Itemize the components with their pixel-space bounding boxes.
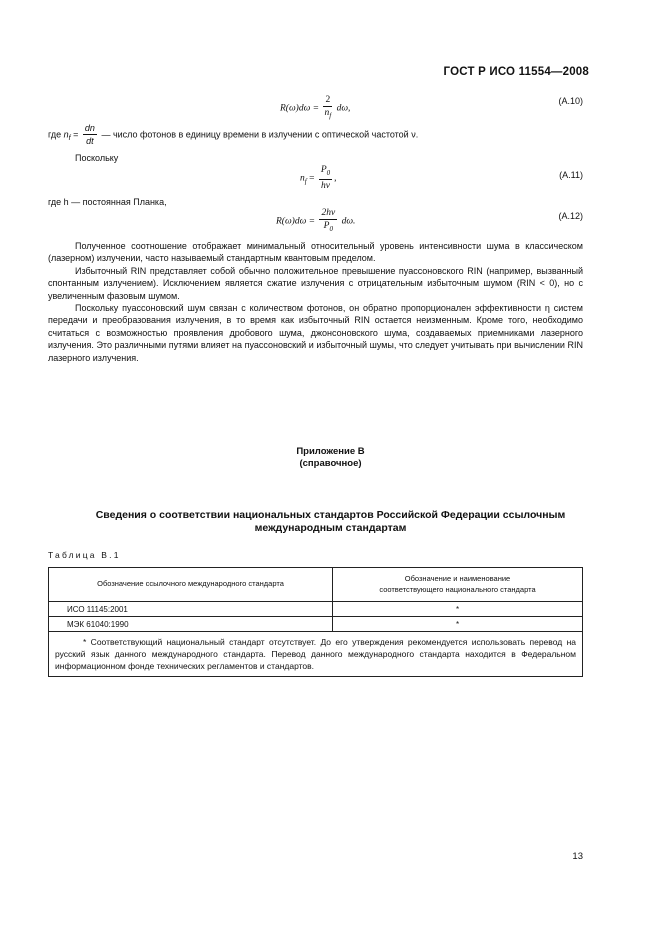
appendix-subtitle: (справочное) bbox=[299, 458, 362, 469]
where-nf-line bbox=[48, 123, 418, 147]
eq-a12-tail: dω. bbox=[341, 216, 356, 227]
eq-a12-number: (А.12) bbox=[558, 211, 583, 221]
eq-a11-n: n bbox=[300, 173, 305, 184]
eq-a12-den-sub: 0 bbox=[329, 224, 333, 233]
table-row bbox=[49, 602, 583, 617]
eq-a10-den-sub: f bbox=[329, 111, 332, 120]
paragraph-1: Полученное соотношение отображает минимальный относительный уровень интенсивности шума в классическом (лазерном) излучении, часто называемый стандартным квантовым пределом. bbox=[48, 241, 583, 264]
table-cell-national: * bbox=[333, 602, 583, 617]
appendix-title: Приложение В bbox=[296, 446, 365, 457]
eq-a11-num-sub: 0 bbox=[326, 168, 331, 177]
where-prefix: где bbox=[48, 129, 62, 140]
table-row bbox=[49, 617, 583, 632]
table-footnote: * Соответствующий национальный стандарт отсутствует. До его утверждения рекомендуется использовать перевод на русский язык данного международного стандарта. Перевод данного международного стандарта находится в Федеральном информационном фонде технических регламентов и стандартов. bbox=[55, 637, 576, 671]
eq-a11-sub: f bbox=[304, 177, 307, 186]
equation-a11 bbox=[300, 165, 337, 192]
table-header-row bbox=[49, 568, 583, 602]
eq-a10-fraction bbox=[323, 95, 332, 122]
equation-a10 bbox=[280, 95, 350, 122]
eq-a11-num: P bbox=[320, 165, 327, 175]
table-cell-intl: МЭК 61040:1990 bbox=[49, 617, 333, 632]
table-footnote-row bbox=[49, 632, 583, 677]
table-header-intl: Обозначение ссылочного международного стандарта bbox=[49, 568, 333, 602]
eq-a11-eq: = bbox=[309, 173, 315, 184]
where-h-text: где h — постоянная Планка, bbox=[48, 197, 167, 207]
eq-a11-fraction bbox=[319, 165, 332, 192]
paragraph-2: Избыточный RIN представляет собой обычно положительное превышение пуассоновского RIN (например, вызванный спонтанным излучением). Исключением является сжатие излучения с отрицательным избыточным шумом (RIN < 0), но с увеличенным фазовым шумом. bbox=[48, 265, 583, 301]
table-header-national: Обозначение и наименование соответствующего национального стандарта bbox=[333, 568, 583, 602]
where-nf-n: n bbox=[63, 129, 69, 140]
paragraph-3: Поскольку пуассоновский шум связан с количеством фотонов, он обратно пропорционален эффективности η систем передачи и преобразования излучения, в то время как избыточный RIN остается неизменным. Кроме того, необходимо считаться с возможностью проявления дробового шума, джонсоновского шума, создаваемых приемниками лазерного излучения. Это различными путями влияет на пуассоновский и избыточный шумы, что следует учитывать при вычислении RIN лазерного излучения. bbox=[48, 303, 583, 363]
eq-a12-fraction bbox=[319, 208, 337, 235]
standards-table bbox=[48, 567, 583, 677]
where-nf-eq: = bbox=[73, 129, 79, 140]
document-code: ГОСТ Р ИСО 11554—2008 bbox=[443, 66, 589, 78]
eq-a12-num: 2hν bbox=[321, 208, 336, 218]
equation-a12 bbox=[276, 208, 355, 235]
eq-a10-lhs: R(ω)dω = bbox=[280, 103, 320, 114]
eq-a12-den: P bbox=[323, 221, 330, 231]
eq-a11-number: (А.11) bbox=[559, 170, 583, 180]
eq-a11-den: hν bbox=[320, 180, 330, 191]
where-nf-sub: f bbox=[68, 135, 71, 143]
appendix-heading bbox=[0, 446, 661, 470]
page-number: 13 bbox=[572, 851, 583, 862]
eq-a12-lhs: R(ω)dω = bbox=[276, 216, 316, 227]
where-nf-num: dn bbox=[84, 123, 95, 133]
eq-a10-den: n bbox=[324, 108, 330, 118]
eq-a11-tail: , bbox=[334, 173, 337, 184]
table-footnote-cell bbox=[49, 632, 583, 677]
eq-a10-number: (А.10) bbox=[558, 96, 583, 106]
body-text bbox=[48, 240, 583, 364]
where-nf-text: — число фотонов в единицу времени в излучении с оптической частотой ν. bbox=[101, 129, 419, 140]
where-nf-fraction bbox=[83, 123, 97, 147]
where-nf-den: dt bbox=[86, 136, 94, 146]
table-cell-national: * bbox=[333, 617, 583, 632]
table-cell-intl: ИСО 11145:2001 bbox=[49, 602, 333, 617]
eq-a10-tail: dω, bbox=[336, 103, 351, 114]
table-caption: Таблица В.1 bbox=[48, 550, 121, 560]
main-title: Сведения о соответствии национальных стандартов Российской Федерации ссылочным международным стандартам bbox=[95, 509, 566, 534]
eq-a10-num: 2 bbox=[325, 95, 331, 105]
poskolku-text: Поскольку bbox=[75, 153, 119, 163]
